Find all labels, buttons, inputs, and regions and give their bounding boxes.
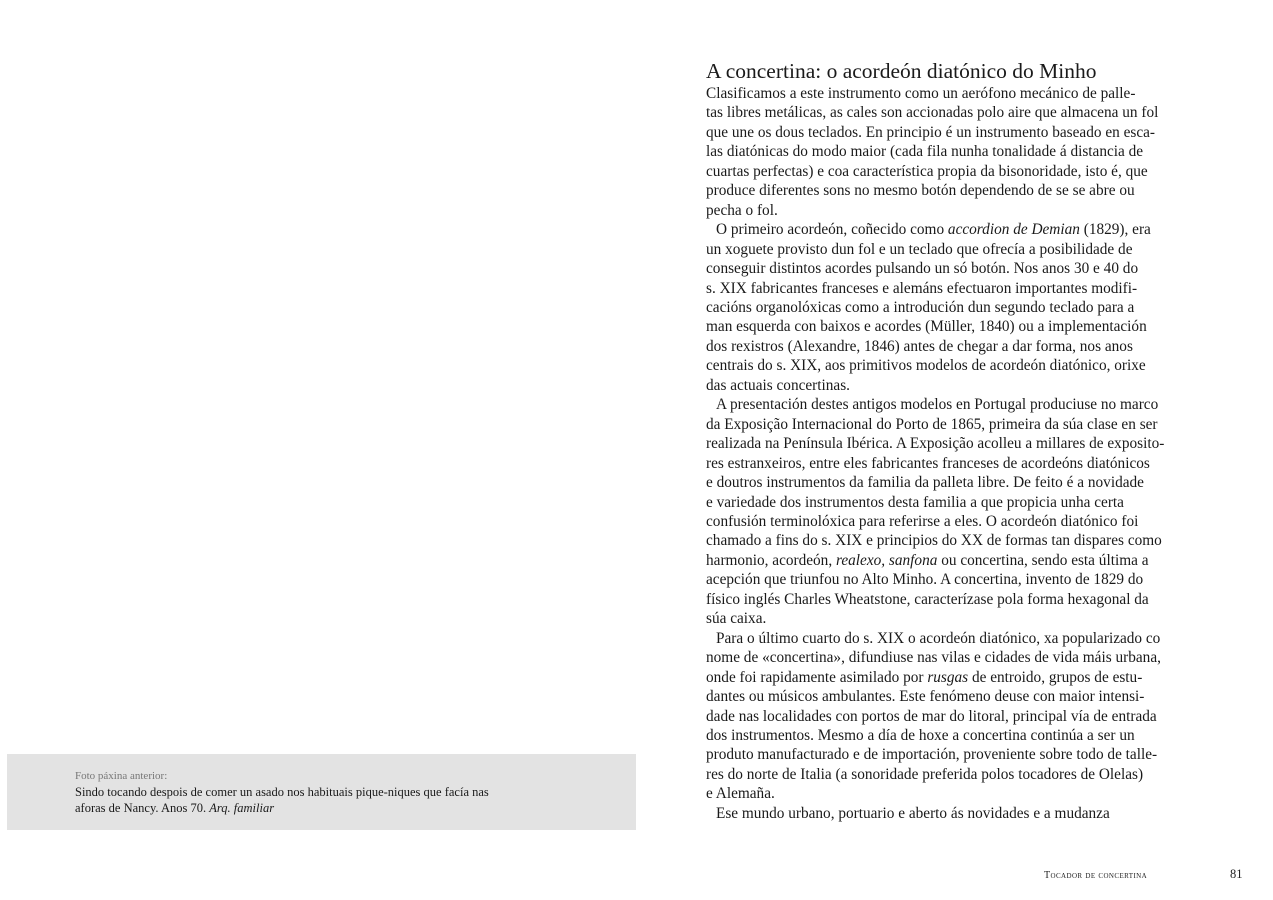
- text-line: cuartas perfectas) e coa característica propia da bisonoridade, isto é, que: [706, 162, 1148, 180]
- article: [706, 58, 1202, 823]
- text-segment: harmonio, acordeón,: [706, 551, 836, 569]
- article-title: A concertina: o acordeón diatónico do Minho: [706, 59, 1097, 83]
- text-line: realizada na Península Ibérica. A Exposição acolleu a millares de exposito-: [706, 435, 1165, 453]
- text-line: conseguir distintos acordes pulsando un só botón. Nos anos 30 e 40 do: [706, 260, 1139, 278]
- text-line: [706, 220, 1202, 239]
- article-body: [706, 84, 1202, 823]
- text-segment: O primeiro acordeón, coñecido como: [716, 221, 948, 239]
- text-line: confusión terminolóxica para referirse a eles. O acordeón diatónico foi: [706, 512, 1139, 530]
- paragraph-3-lines-a: [706, 395, 1202, 551]
- text-line: centrais do s. XIX, aos primitivos modelos de acordeón diatónico, orixe: [706, 357, 1146, 375]
- italic-term: accordion de Demian: [947, 221, 1080, 239]
- text-line: dos instrumentos. Mesmo a día de hoxe a concertina continúa a ser un: [706, 726, 1135, 744]
- text-line: das actuais concertinas.: [706, 376, 850, 394]
- text-line: s. XIX fabricantes franceses e alemáns efectuaron importantes modifi-: [706, 279, 1138, 297]
- text-line: físico inglés Charles Wheatstone, caracterízase pola forma hexagonal da: [706, 590, 1149, 608]
- text-segment: de entroido, grupos de estu-: [968, 668, 1143, 686]
- running-head: Tocador de concertina: [1044, 870, 1148, 881]
- paragraph-4-lines-b: [706, 687, 1202, 804]
- text-line: da Exposição Internacional do Porto de 1865, primeira da súa clase en ser: [706, 415, 1158, 433]
- caption-line-text: aforas de Nancy. Anos 70.: [75, 801, 210, 815]
- left-page: [0, 0, 636, 900]
- paragraph-4-lines-a: [706, 629, 1202, 668]
- caption-label: Foto páxina anterior:: [75, 770, 168, 782]
- text-line: Clasificamos a este instrumento como un aerófono mecánico de palle-: [706, 85, 1136, 102]
- caption-credit: Arq. familiar: [209, 801, 275, 815]
- text-line: tas libres metálicas, as cales son accionadas polo aire que almacena un fol: [706, 104, 1159, 122]
- text-line: dade nas localidades con portos de mar do litoral, principal vía de entrada: [706, 707, 1157, 725]
- text-segment: ou concertina, sendo esta última a: [937, 551, 1149, 569]
- caption-line: Sindo tocando despois de comer un asado nos habituais pique-niques que facía nas: [75, 785, 489, 799]
- text-line: A presentación destes antigos modelos en Portugal produciuse no marco: [716, 396, 1159, 414]
- text-line: e Alemaña.: [706, 785, 775, 803]
- italic-term: rusgas: [927, 668, 969, 686]
- text-line: res estranxeiros, entre eles fabricantes franceses de acordeóns diatónicos: [706, 454, 1150, 472]
- caption-line: [75, 800, 545, 816]
- caption-text: [75, 784, 545, 816]
- text-line: Para o último cuarto do s. XIX o acordeón diatónico, xa popularizado co: [716, 629, 1161, 647]
- right-page: [636, 0, 1273, 900]
- paragraph-2: [706, 220, 1202, 395]
- text-line: Ese mundo urbano, portuario e aberto ás novidades e a mudanza: [716, 804, 1110, 822]
- paragraph-2-lines: [706, 240, 1202, 396]
- text-line: cacións organolóxicas como a introdución dun segundo teclado para a: [706, 298, 1135, 316]
- photo-caption-box: [7, 754, 636, 830]
- text-line: dantes ou músicos ambulantes. Este fenómeno deuse con maior intensi-: [706, 688, 1145, 706]
- text-line: man esquerda con baixos e acordes (Müller, 1840) ou a implementación: [706, 318, 1147, 336]
- text-line: e variedade dos instrumentos desta familia a que propicia unha certa: [706, 493, 1124, 511]
- text-line: un xoguete provisto dun fol e un teclado que ofrecía a posibilidade de: [706, 240, 1133, 258]
- paragraph-1: [706, 84, 1202, 220]
- paragraph-4: [706, 629, 1202, 804]
- text-line: produce diferentes sons no mesmo botón dependendo de se se abre ou: [706, 182, 1135, 200]
- text-line: nome de «concertina», difundiuse nas vilas e cidades de vida máis urbana,: [706, 649, 1161, 667]
- paragraph-5: [706, 804, 1202, 823]
- italic-term: realexo, sanfona: [835, 551, 938, 569]
- text-line: las diatónicas do modo maior (cada fila nunha tonalidade á distancia de: [706, 143, 1144, 161]
- text-line: produto manufacturado e de importación, proveniente sobre todo de talle-: [706, 746, 1158, 764]
- page-number: 81: [1230, 867, 1243, 881]
- text-line: e doutros instrumentos da familia da palleta libre. De feito é a novidade: [706, 474, 1144, 492]
- text-line: [706, 668, 1202, 687]
- text-line: [706, 551, 1202, 570]
- text-line: pecha o fol.: [706, 201, 778, 219]
- text-line: súa caixa.: [706, 610, 767, 628]
- text-line: dos rexistros (Alexandre, 1846) antes de chegar a dar forma, nos anos: [706, 337, 1133, 355]
- text-segment: onde foi rapidamente asimilado por: [706, 668, 928, 686]
- text-line: chamado a fins do s. XIX e principios do XX de formas tan dispares como: [706, 532, 1162, 550]
- text-line: que une os dous teclados. En principio é un instrumento baseado en esca-: [706, 123, 1156, 141]
- paragraph-3-lines-b: [706, 570, 1202, 628]
- photo-caption: [75, 769, 545, 816]
- text-segment: (1829), era: [1079, 221, 1151, 239]
- text-line: acepción que triunfou no Alto Minho. A concertina, invento de 1829 do: [706, 571, 1144, 589]
- paragraph-3: [706, 395, 1202, 628]
- text-line: res do norte de Italia (a sonoridade preferida polos tocadores de Olelas): [706, 765, 1144, 783]
